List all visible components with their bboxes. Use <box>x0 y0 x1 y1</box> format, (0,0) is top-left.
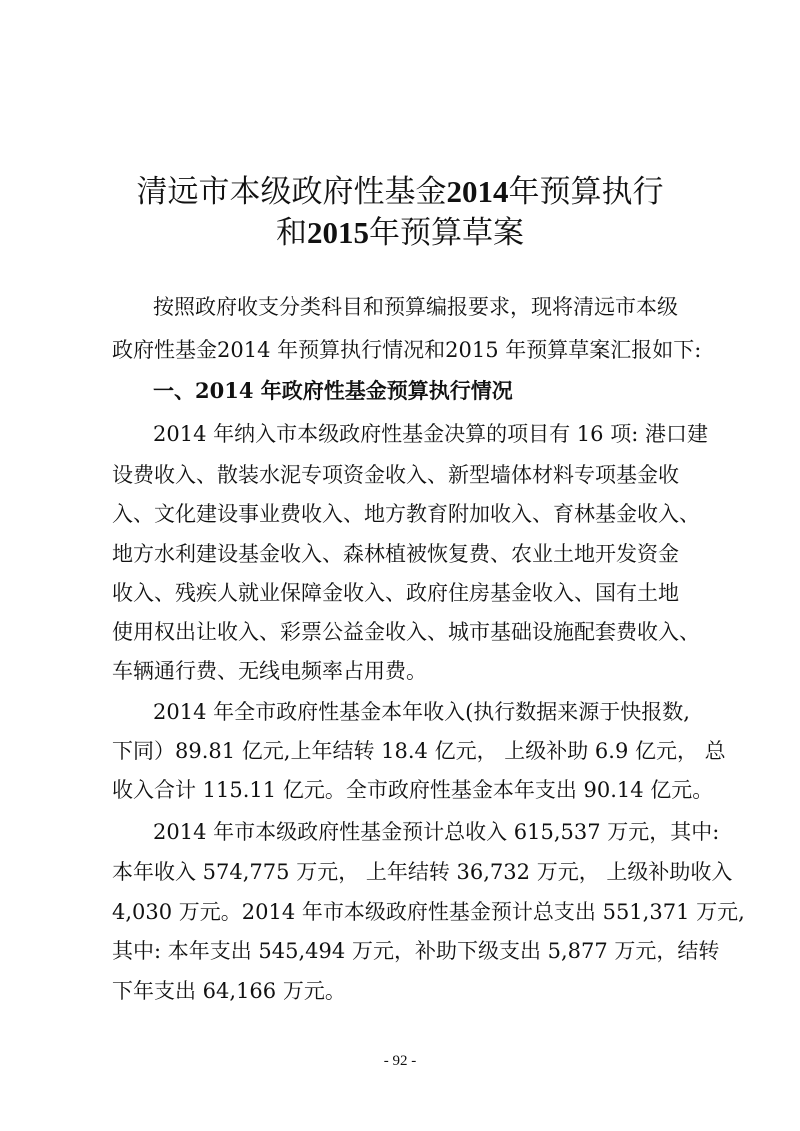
paragraph-1-line-2: 政府性基金2014 年预算执行情况和2015 年预算草案汇报如下: <box>112 338 702 362</box>
paragraph-3-line-2: 下同）89.81 亿元,上年结转 18.4 亿元， 上级补助 6.9 亿元， 总 <box>112 739 726 763</box>
title-line-2-suffix: 年预算草案 <box>369 215 524 251</box>
page-number: - 92 - <box>383 1053 417 1069</box>
title-line-1-prefix: 清远市本级政府性基金 <box>136 174 447 210</box>
paragraph-4-line-3: 4,030 万元。2014 年市本级政府性基金预计总支出 551,371 万元, <box>112 900 745 924</box>
title-line-2 <box>0 213 800 253</box>
paragraph-2-line-5: 收入、残疾人就业保障金收入、政府住房基金收入、国有土地 <box>112 581 679 605</box>
paragraph-4-line-4: 其中: 本年支出 545,494 万元，补助下级支出 5,877 万元，结转 <box>112 939 720 963</box>
title-year-2014: 2014 <box>446 174 509 209</box>
section-heading: 一、2014 年政府性基金预算执行情况 <box>153 378 513 403</box>
title-line-1-suffix: 年预算执行 <box>508 174 664 210</box>
paragraph-2-line-3: 入、文化建设事业费收入、地方教育附加收入、育林基金收入、 <box>112 502 700 526</box>
paragraph-2-line-1: 2014 年纳入市本级政府性基金决算的项目有 16 项: 港口建 <box>153 422 708 446</box>
paragraph-2-line-6: 使用权出让收入、彩票公益金收入、城市基础设施配套费收入、 <box>112 620 700 644</box>
paragraph-2-line-7: 车辆通行费、无线电频率占用费。 <box>112 659 427 683</box>
paragraph-2-line-4: 地方水利建设基金收入、森林植被恢复费、农业土地开发资金 <box>112 542 679 566</box>
paragraph-4-line-2: 本年收入 574,775 万元， 上年结转 36,732 万元， 上级补助收入 <box>112 860 733 884</box>
title-line-2-prefix: 和 <box>276 215 307 251</box>
paragraph-1-line-1: 按照政府收支分类科目和预算编报要求，现将清远市本级 <box>153 295 678 319</box>
paragraph-3-line-3: 收入合计 115.11 亿元。全市政府性基金本年支出 90.14 亿元。 <box>112 778 714 802</box>
title-year-2015: 2015 <box>307 215 369 250</box>
paragraph-4-line-5: 下年支出 64,166 万元。 <box>112 979 346 1003</box>
paragraph-4-line-1: 2014 年市本级政府性基金预计总收入 615,537 万元，其中: <box>153 820 720 844</box>
paragraph-3-line-1: 2014 年全市政府性基金本年收入(执行数据来源于快报数, <box>153 700 690 724</box>
title-line-1 <box>0 172 800 212</box>
paragraph-2-line-2: 设费收入、散装水泥专项资金收入、新型墙体材料专项基金收 <box>112 463 679 487</box>
